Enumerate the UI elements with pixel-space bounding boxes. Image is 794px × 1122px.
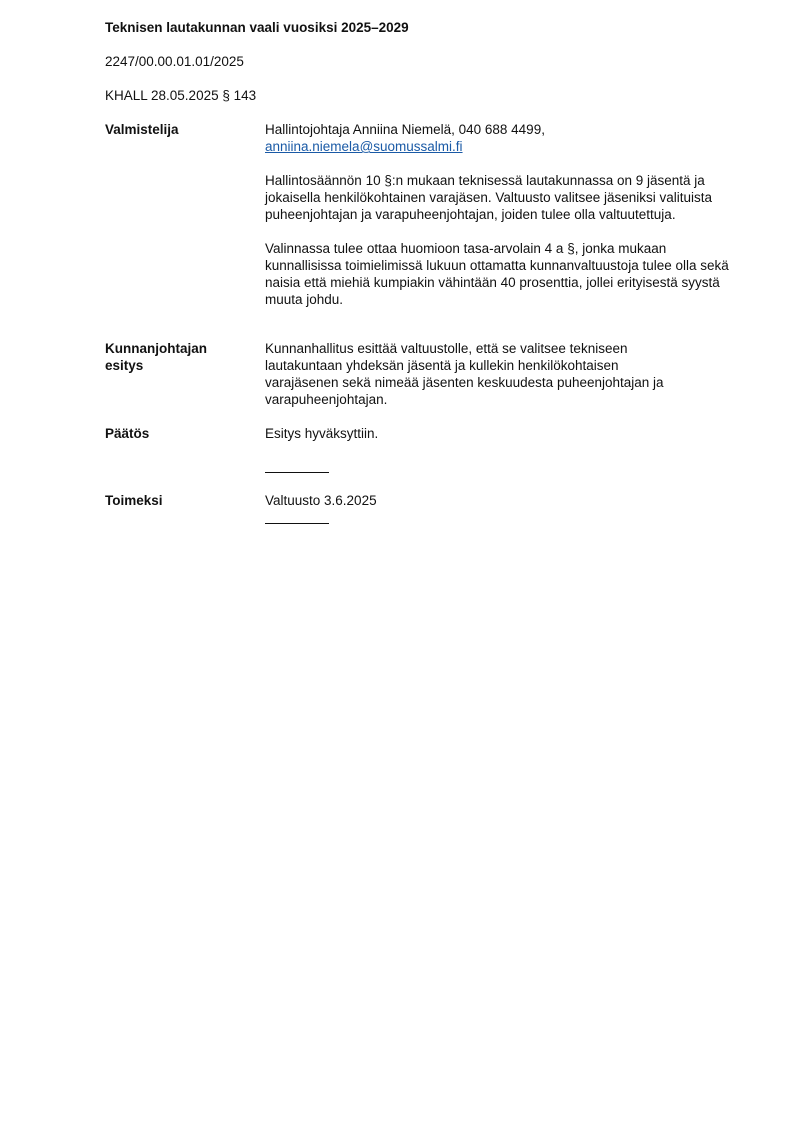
esitys-label-line-2: esitys — [105, 358, 144, 373]
preparer-contact — [265, 121, 737, 155]
paatos-text: Esitys hyväksyttiin. — [265, 426, 379, 441]
esitys-text: Kunnanhallitus esittää valtuustolle, että se valitsee tekniseen lautakuntaan yhdeksän jäsentä ja kullekin henkilökohtaisen varajäsenen sekä nimeää jäsenten keskuudesta puheenjohtajan ja varapuheenjohtajan. — [265, 341, 664, 407]
valmistelija-paragraph-2: Valinnassa tulee ottaa huomioon tasa-arvolain 4 a §, jonka mukaan kunnallisissa toimielimissä lukuun ottamatta kunnanvaltuustoja tulee olla sekä naisia että miehiä kumpiakin vähintään 40 prosenttia, jollei erityisestä syystä muuta johdu. — [265, 241, 729, 307]
section-body-valmistelija — [265, 121, 737, 308]
paatos-divider — [265, 472, 329, 473]
document-title: Teknisen lautakunnan vaali vuosiksi 2025–2029 — [105, 20, 409, 35]
esitys-label-line-1: Kunnanjohtajan — [105, 341, 207, 356]
meeting-reference: KHALL 28.05.2025 § 143 — [105, 88, 257, 103]
section-body-esitys — [265, 340, 685, 408]
section-label-esitys — [105, 340, 255, 374]
toimeksi-text: Valtuusto 3.6.2025 — [265, 493, 377, 508]
record-number: 2247/00.00.01.01/2025 — [105, 54, 244, 69]
preparer-email-link[interactable]: anniina.niemela@suomussalmi.fi — [265, 139, 463, 154]
valmistelija-paragraph-1: Hallintosäännön 10 §:n mukaan teknisessä lautakunnassa on 9 jäsentä ja jokaisella henkilökohtainen varajäsen. Valtuusto valitsee jäseniksi valituista puheenjohtajan ja varapuheenjohtajan, joiden tulee olla valtuutettuja. — [265, 173, 713, 222]
preparer-name: Hallintojohtaja Anniina Niemelä, 040 688 4499, — [265, 122, 545, 137]
section-label-paatos: Päätös — [105, 426, 150, 441]
section-label-valmistelija: Valmistelija — [105, 122, 179, 137]
section-body-paatos — [265, 425, 737, 442]
section-label-toimeksi: Toimeksi — [105, 493, 163, 508]
toimeksi-divider — [265, 523, 329, 524]
section-body-toimeksi — [265, 492, 737, 509]
